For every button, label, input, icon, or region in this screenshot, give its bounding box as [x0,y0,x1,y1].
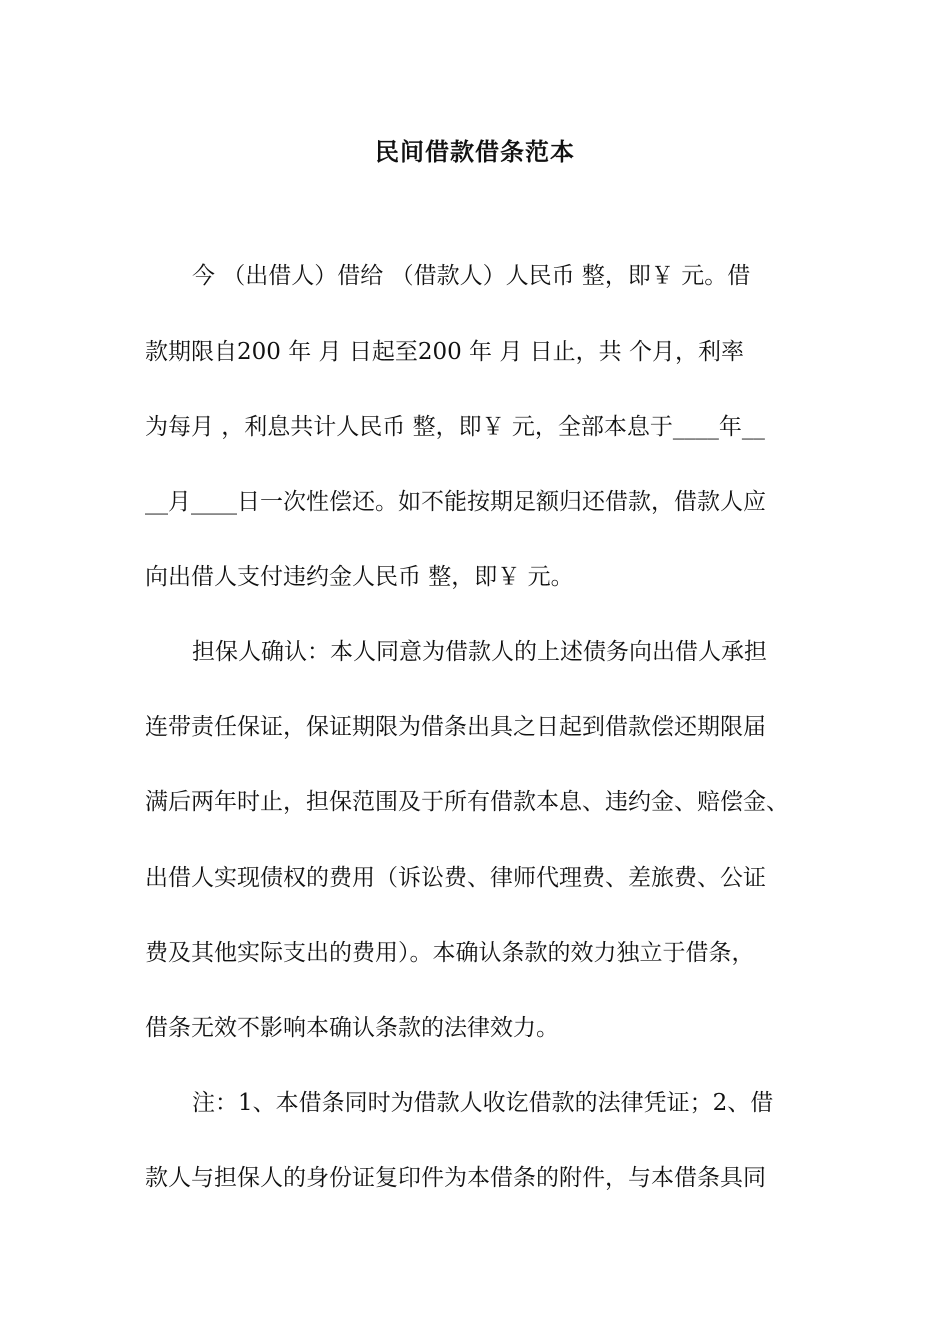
paragraph-3-line-2: 款人与担保人的身份证复印件为本借条的附件，与本借条具同 [145,1165,766,1191]
paragraph-1-line-3: 为每月 ，利息共计人民币 整，即￥ 元，全部本息于____年__ [145,414,765,440]
paragraph-3-line-1: 注：1、本借条同时为借款人收讫借款的法律凭证；2、借 [192,1090,774,1116]
paragraph-2-line-5: 费及其他实际支出的费用）。本确认条款的效力独立于借条， [145,940,755,966]
document-title: 民间借款借条范本 [375,137,575,166]
paragraph-2-line-4: 出借人实现债权的费用（诉讼费、律师代理费、差旅费、公证 [145,865,766,891]
paragraph-1-line-5: 向出借人支付违约金人民币 整，即￥ 元。 [145,564,574,590]
paragraph-2-line-2: 连带责任保证，保证期限为借条出具之日起到借款偿还期限届 [145,714,766,740]
paragraph-1-line-4: __月____日一次性偿还。如不能按期足额归还借款，借款人应 [145,489,766,515]
paragraph-2-line-1: 担保人确认：本人同意为借款人的上述债务向出借人承担 [192,639,767,665]
paragraph-2-line-6: 借条无效不影响本确认条款的法律效力。 [145,1015,559,1041]
paragraph-1-line-1: 今 （出借人）借给 （借款人）人民币 整，即￥ 元。借 [192,263,751,289]
paragraph-1-line-2: 款期限自200 年 月 日起至200 年 月 日止，共 个月，利率 [145,339,744,365]
paragraph-2-line-3: 满后两年时止，担保范围及于所有借款本息、违约金、赔偿金、 [145,789,789,815]
